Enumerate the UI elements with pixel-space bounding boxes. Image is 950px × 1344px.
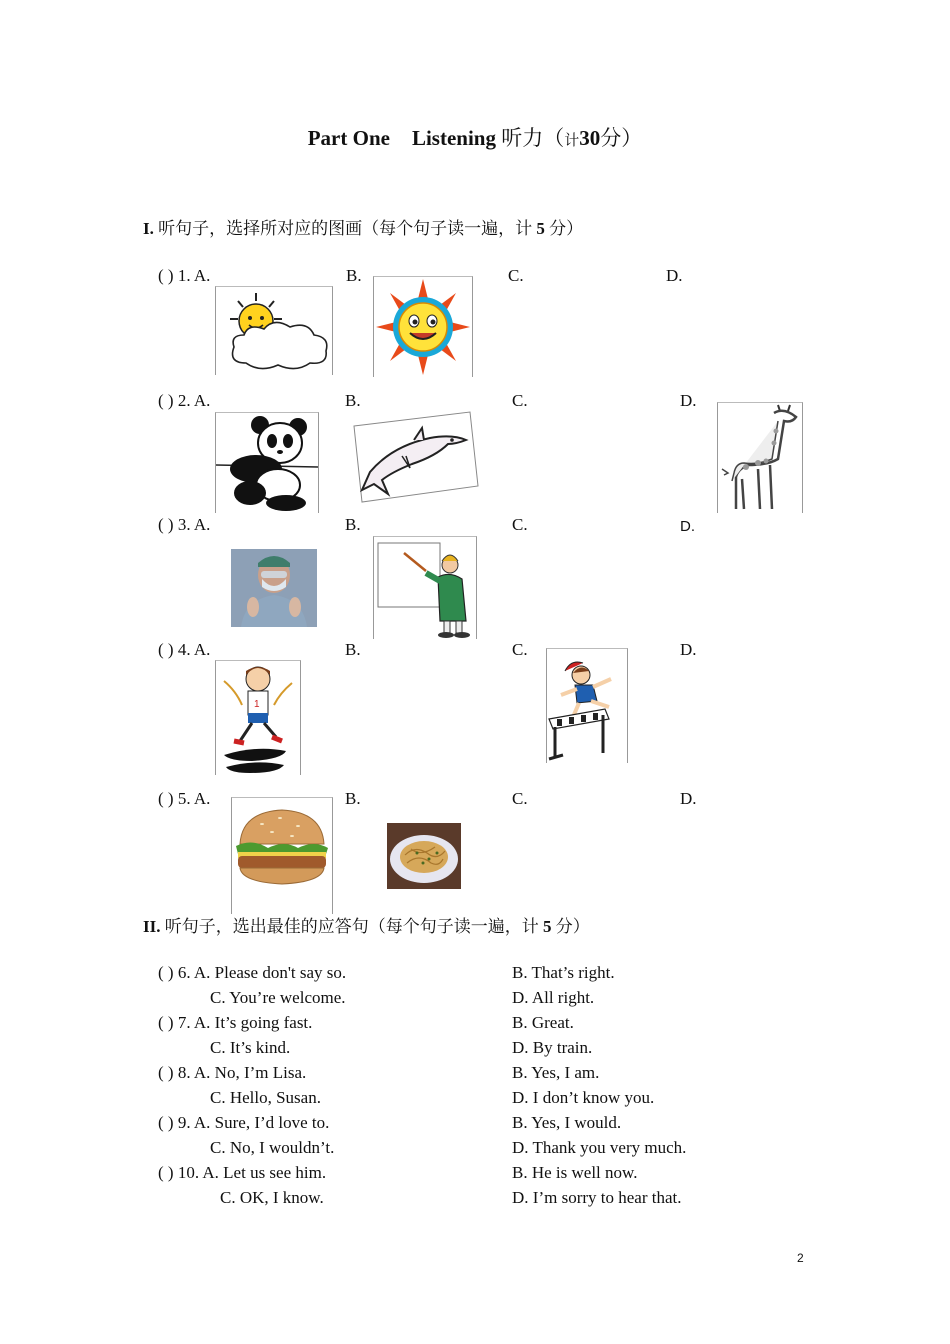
- title-score: 30: [579, 126, 601, 150]
- section-2-heading: [143, 912, 590, 937]
- section-2-text: 听句子，选出最佳的应答句（每个句子读一遍，计: [164, 917, 539, 936]
- smiling-sun-image: [373, 276, 473, 377]
- question-2-option-d: D.: [680, 391, 697, 410]
- question-8-option-b: B. Yes, I am.: [512, 1063, 600, 1082]
- question-1-label: ( ) 1. A.: [158, 266, 211, 285]
- question-8-option-d: D. I don’t know you.: [512, 1088, 655, 1107]
- section-2-score: 5: [542, 917, 552, 936]
- hurdler-girl-image: [546, 648, 628, 763]
- question-1-option-d: D.: [666, 266, 683, 285]
- question-3-option-b: B.: [345, 515, 361, 534]
- runner-boy-image: [215, 660, 301, 775]
- title-ji: 计: [564, 133, 580, 149]
- page-title: [0, 122, 950, 152]
- question-10-option-b: B. He is well now.: [512, 1163, 638, 1182]
- sun-cloud-image: [215, 286, 333, 375]
- section-2-tail: 分）: [555, 917, 590, 936]
- question-7-option-b: B. Great.: [512, 1013, 574, 1032]
- question-1-option-b: B.: [346, 266, 362, 285]
- question-8-stem: ( ) 8. A. No, I’m Lisa.: [158, 1063, 307, 1082]
- section-1-tail: 分）: [549, 219, 584, 238]
- svg-text:1: 1: [254, 699, 260, 710]
- section-1-number: I.: [143, 219, 154, 238]
- question-9-option-c: C. No, I wouldn’t.: [210, 1138, 335, 1157]
- question-5-label: ( ) 5. A.: [158, 789, 211, 808]
- noodles-photo: [387, 823, 461, 889]
- surgeon-photo: [231, 549, 317, 627]
- page-number: 2: [797, 1251, 804, 1265]
- question-5-option-d: D.: [680, 789, 697, 808]
- question-9-option-b: B. Yes, I would.: [512, 1113, 622, 1132]
- question-9-option-d: D. Thank you very much.: [512, 1138, 687, 1157]
- hamburger-image: [231, 797, 333, 914]
- question-2-label: ( ) 2. A.: [158, 391, 211, 410]
- question-5-option-c: C.: [512, 789, 528, 808]
- giraffe-image: [717, 402, 803, 513]
- question-6-option-d: D. All right.: [512, 988, 595, 1007]
- question-6-stem: ( ) 6. A. Please don't say so.: [158, 963, 347, 982]
- title-listening: Listening: [411, 126, 496, 150]
- section-1-text: 听句子，选择所对应的图画（每个句子读一遍，计: [158, 219, 533, 238]
- section-2-number: II.: [143, 917, 161, 936]
- panda-image: [215, 412, 319, 513]
- question-2-option-c: C.: [512, 391, 528, 410]
- title-part: Part One: [307, 126, 390, 150]
- question-8-option-c: C. Hello, Susan.: [210, 1088, 321, 1107]
- question-6-option-c: C. You’re welcome.: [210, 988, 346, 1007]
- question-10-option-c: C. OK, I know.: [220, 1188, 324, 1207]
- question-10-stem: ( ) 10. A. Let us see him.: [158, 1163, 327, 1182]
- question-6-option-b: B. That’s right.: [512, 963, 615, 982]
- question-3-option-c: C.: [512, 515, 528, 534]
- question-3-option-d: D.: [680, 518, 695, 535]
- title-fen: 分）: [600, 126, 643, 150]
- question-4-option-b: B.: [345, 640, 361, 659]
- dolphin-image: [352, 410, 480, 504]
- teacher-pointing-image: [373, 536, 477, 639]
- question-9-stem: ( ) 9. A. Sure, I’d love to.: [158, 1113, 330, 1132]
- question-4-label: ( ) 4. A.: [158, 640, 211, 659]
- question-1-option-c: C.: [508, 266, 524, 285]
- question-7-option-d: D. By train.: [512, 1038, 593, 1057]
- title-cn: 听力（: [501, 126, 565, 150]
- question-3-label: ( ) 3. A.: [158, 515, 211, 534]
- question-4-option-d: D.: [680, 640, 697, 659]
- section-1-heading: [143, 214, 583, 239]
- question-10-option-d: D. I’m sorry to hear that.: [512, 1188, 682, 1207]
- question-4-option-c: C.: [512, 640, 528, 659]
- question-5-option-b: B.: [345, 789, 361, 808]
- question-7-stem: ( ) 7. A. It’s going fast.: [158, 1013, 313, 1032]
- question-2-option-b: B.: [345, 391, 361, 410]
- question-7-option-c: C. It’s kind.: [210, 1038, 291, 1057]
- section-1-score: 5: [536, 219, 545, 238]
